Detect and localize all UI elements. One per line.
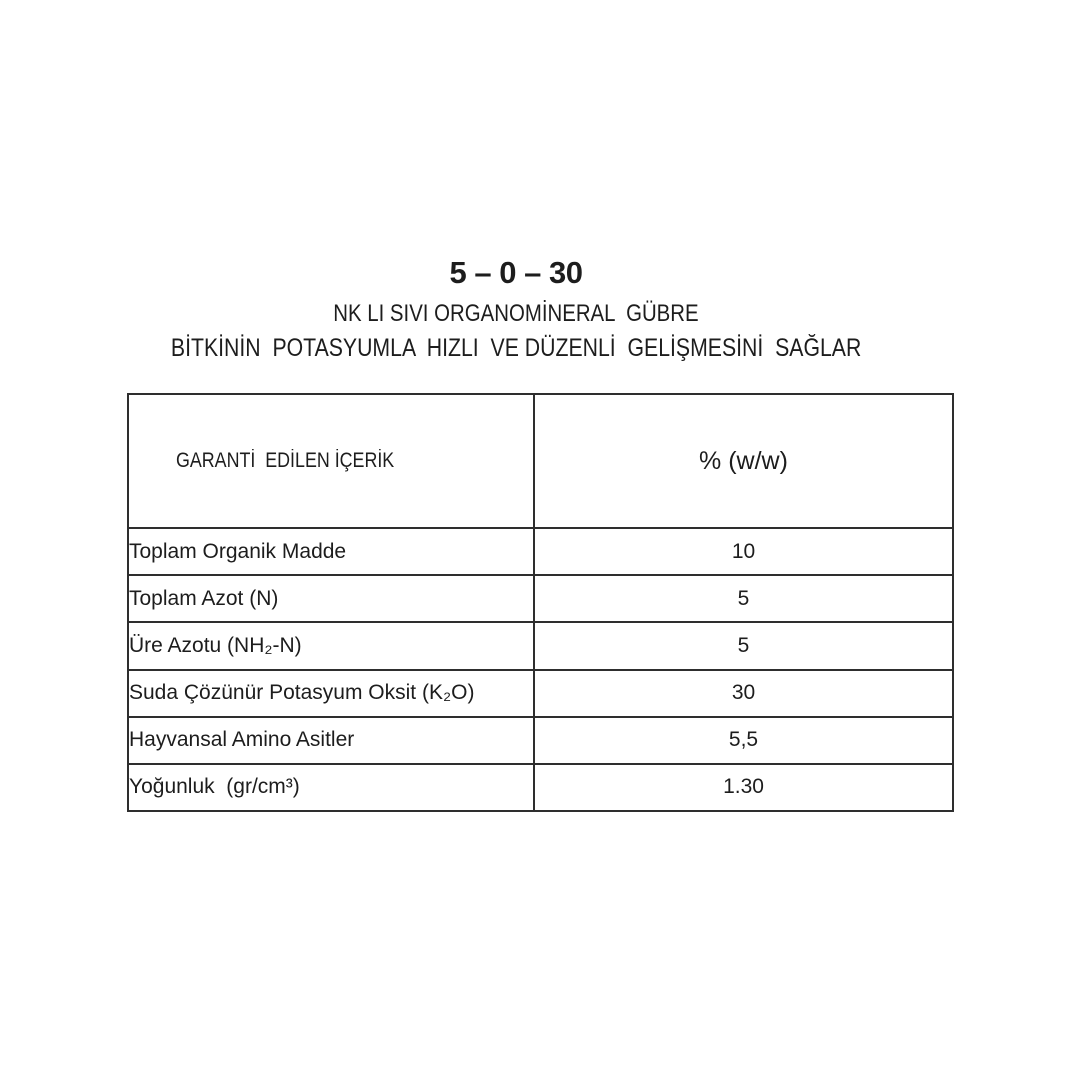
table-row <box>128 764 953 811</box>
table-header-row <box>128 394 953 528</box>
header-content-cell <box>128 394 534 528</box>
table-row <box>128 622 953 669</box>
row-value-density: 1.30 <box>534 764 953 811</box>
row-label-density: Yoğunluk (gr/cm³) <box>128 764 534 811</box>
row-label-potassium-oxide: Suda Çözünür Potasyum Oksit (K₂O) <box>128 670 534 717</box>
product-claim-text: BİTKİNİN POTASYUMLA HIZLI VE DÜZENLİ GELİŞMESİNİ SAĞLAR <box>170 334 862 362</box>
product-type-line <box>0 302 1032 326</box>
table-row <box>128 575 953 622</box>
row-value-amino-acids: 5,5 <box>534 717 953 764</box>
guaranteed-content-table <box>127 393 954 812</box>
row-label-organic-matter: Toplam Organik Madde <box>128 528 534 575</box>
row-label-total-nitrogen: Toplam Azot (N) <box>128 575 534 622</box>
product-type-text: NK LI SIVI ORGANOMİNERAL GÜBRE <box>333 300 699 327</box>
row-label-amino-acids: Hayvansal Amino Asitler <box>128 717 534 764</box>
table-row <box>128 528 953 575</box>
table-row <box>128 670 953 717</box>
table-row <box>128 717 953 764</box>
row-value-organic-matter: 10 <box>534 528 953 575</box>
row-label-urea-nitrogen: Üre Azotu (NH₂-N) <box>128 622 534 669</box>
npk-ratio-title: 5 – 0 – 30 <box>449 255 583 290</box>
header-percent-cell: % (w/w) <box>534 394 953 528</box>
product-claim-line <box>0 336 1032 361</box>
header-content-label: GARANTİ EDİLEN İÇERİK <box>175 449 394 473</box>
row-value-total-nitrogen: 5 <box>534 575 953 622</box>
row-value-urea-nitrogen: 5 <box>534 622 953 669</box>
row-value-potassium-oxide: 30 <box>534 670 953 717</box>
